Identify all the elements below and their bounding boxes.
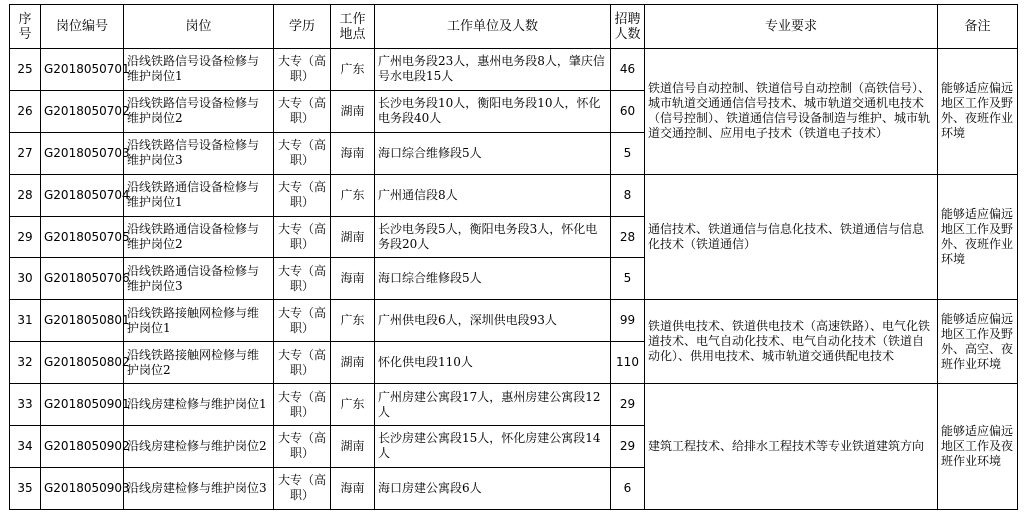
- table-row: [10, 174, 1018, 216]
- cell-location: 海南: [331, 467, 375, 509]
- cell-count: 29: [611, 384, 645, 426]
- cell-position: 沿线铁路通信设备检修与维护岗位2: [124, 216, 274, 258]
- cell-code: G2018050702: [41, 90, 124, 132]
- header-position: 岗位: [124, 5, 274, 49]
- cell-code: G2018050703: [41, 132, 124, 174]
- cell-index: 30: [10, 258, 41, 300]
- cell-count: 110: [611, 342, 645, 384]
- cell-code: G2018050705: [41, 216, 124, 258]
- header-remark: 备注: [938, 5, 1018, 49]
- cell-count: 99: [611, 300, 645, 342]
- cell-index: 29: [10, 216, 41, 258]
- cell-count: 60: [611, 90, 645, 132]
- cell-major: 铁道供电技术、铁道供电技术（高速铁路）、电气化铁道技术、电气自动化技术、电气自动化技术（铁道自动化）、供用电技术、城市轨道交通供配电技术: [645, 300, 938, 384]
- cell-index: 35: [10, 467, 41, 509]
- cell-education: 大专（高职）: [274, 132, 331, 174]
- cell-code: G2018050901: [41, 384, 124, 426]
- cell-index: 28: [10, 174, 41, 216]
- cell-education: 大专（高职）: [274, 426, 331, 468]
- cell-location: 湖南: [331, 342, 375, 384]
- table-row: [10, 49, 1018, 91]
- header-row: [10, 5, 1018, 49]
- cell-units: 广州电务段23人，惠州电务段8人，肇庆信号水电段15人: [375, 49, 611, 91]
- cell-units: 广州房建公寓段17人，惠州房建公寓段12人: [375, 384, 611, 426]
- cell-education: 大专（高职）: [274, 258, 331, 300]
- cell-count: 5: [611, 258, 645, 300]
- cell-count: 29: [611, 426, 645, 468]
- cell-location: 广东: [331, 49, 375, 91]
- table-row: [10, 384, 1018, 426]
- cell-units: 长沙房建公寓段15人，怀化房建公寓段14人: [375, 426, 611, 468]
- table-row: [10, 300, 1018, 342]
- cell-units: 广州通信段8人: [375, 174, 611, 216]
- cell-education: 大专（高职）: [274, 384, 331, 426]
- cell-code: G2018050706: [41, 258, 124, 300]
- cell-code: G2018050704: [41, 174, 124, 216]
- cell-remark: 能够适应偏远地区工作及野外、高空、夜班作业环境: [938, 300, 1018, 384]
- cell-count: 8: [611, 174, 645, 216]
- cell-position: 沿线铁路信号设备检修与维护岗位3: [124, 132, 274, 174]
- cell-position: 沿线铁路通信设备检修与维护岗位1: [124, 174, 274, 216]
- cell-code: G2018050701: [41, 49, 124, 91]
- cell-count: 46: [611, 49, 645, 91]
- cell-position: 沿线铁路接触网检修与维护岗位2: [124, 342, 274, 384]
- cell-location: 广东: [331, 174, 375, 216]
- cell-position: 沿线铁路信号设备检修与维护岗位2: [124, 90, 274, 132]
- cell-major: 通信技术、铁道通信与信息化技术、铁道通信与信息化技术（铁道通信）: [645, 174, 938, 300]
- cell-location: 湖南: [331, 216, 375, 258]
- cell-count: 28: [611, 216, 645, 258]
- cell-location: 湖南: [331, 426, 375, 468]
- cell-index: 33: [10, 384, 41, 426]
- cell-index: 27: [10, 132, 41, 174]
- cell-remark: 能够适应偏远地区工作及野外、夜班作业环境: [938, 174, 1018, 300]
- cell-education: 大专（高职）: [274, 467, 331, 509]
- cell-location: 广东: [331, 300, 375, 342]
- cell-units: 怀化供电段110人: [375, 342, 611, 384]
- cell-units: 海口综合维修段5人: [375, 132, 611, 174]
- cell-major: 建筑工程技术、给排水工程技术等专业铁道建筑方向: [645, 384, 938, 510]
- cell-location: 海南: [331, 132, 375, 174]
- cell-index: 25: [10, 49, 41, 91]
- cell-major: 铁道信号自动控制、铁道信号自动控制（高铁信号）、城市轨道交通通信信号技术、城市轨道交通机电技术（信号控制）、铁道通信信号设备制造与维护、城市轨道交通控制、应用电子技术（铁道电子技术）: [645, 49, 938, 175]
- cell-units: 长沙电务段10人，衡阳电务段10人，怀化电务段40人: [375, 90, 611, 132]
- cell-units: 广州供电段6人，深圳供电段93人: [375, 300, 611, 342]
- cell-education: 大专（高职）: [274, 342, 331, 384]
- cell-index: 26: [10, 90, 41, 132]
- cell-position: 沿线铁路信号设备检修与维护岗位1: [124, 49, 274, 91]
- cell-education: 大专（高职）: [274, 300, 331, 342]
- cell-index: 31: [10, 300, 41, 342]
- header-count: 招聘人数: [611, 5, 645, 49]
- header-location: 工作地点: [331, 5, 375, 49]
- header-education: 学历: [274, 5, 331, 49]
- cell-position: 沿线铁路通信设备检修与维护岗位3: [124, 258, 274, 300]
- header-code: 岗位编号: [41, 5, 124, 49]
- cell-location: 海南: [331, 258, 375, 300]
- recruitment-table: [9, 4, 1018, 510]
- cell-position: 沿线房建检修与维护岗位3: [124, 467, 274, 509]
- cell-index: 34: [10, 426, 41, 468]
- cell-units: 海口房建公寓段6人: [375, 467, 611, 509]
- cell-education: 大专（高职）: [274, 49, 331, 91]
- cell-education: 大专（高职）: [274, 90, 331, 132]
- cell-count: 5: [611, 132, 645, 174]
- header-major: 专业要求: [645, 5, 938, 49]
- cell-count: 6: [611, 467, 645, 509]
- cell-units: 海口综合维修段5人: [375, 258, 611, 300]
- cell-position: 沿线房建检修与维护岗位1: [124, 384, 274, 426]
- cell-index: 32: [10, 342, 41, 384]
- cell-education: 大专（高职）: [274, 216, 331, 258]
- cell-education: 大专（高职）: [274, 174, 331, 216]
- header-index: 序号: [10, 5, 41, 49]
- cell-position: 沿线铁路接触网检修与维护岗位1: [124, 300, 274, 342]
- cell-remark: 能够适应偏远地区工作及夜班作业环境: [938, 384, 1018, 510]
- header-units: 工作单位及人数: [375, 5, 611, 49]
- cell-units: 长沙电务段5人，衡阳电务段3人，怀化电务段20人: [375, 216, 611, 258]
- cell-remark: 能够适应偏远地区工作及野外、夜班作业环境: [938, 49, 1018, 175]
- cell-location: 广东: [331, 384, 375, 426]
- cell-code: G2018050801: [41, 300, 124, 342]
- cell-code: G2018050802: [41, 342, 124, 384]
- cell-code: G2018050902: [41, 426, 124, 468]
- cell-position: 沿线房建检修与维护岗位2: [124, 426, 274, 468]
- cell-location: 湖南: [331, 90, 375, 132]
- cell-code: G2018050903: [41, 467, 124, 509]
